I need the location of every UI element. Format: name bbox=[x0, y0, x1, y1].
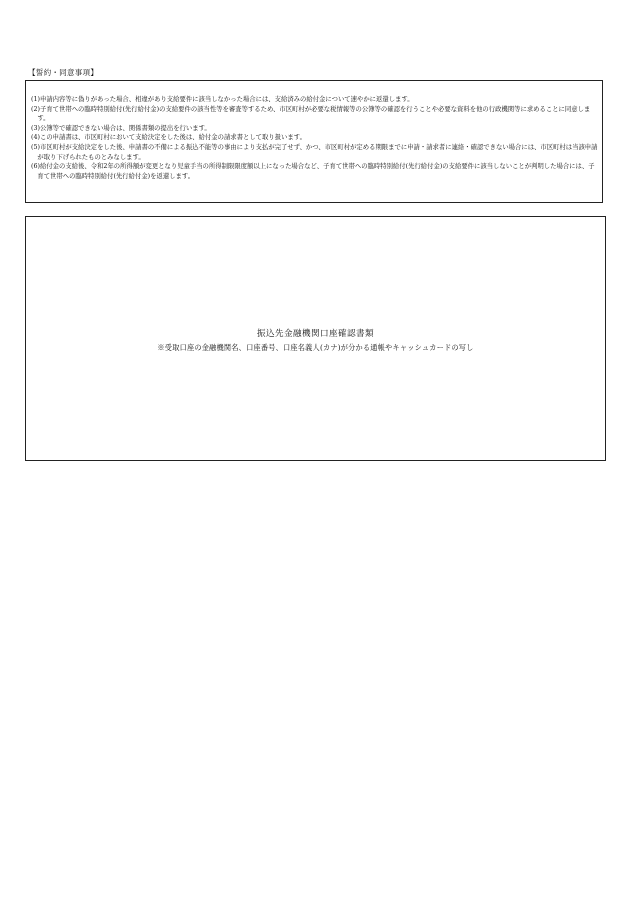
bank-document-attachment-area[interactable] bbox=[25, 216, 606, 461]
pledge-box bbox=[25, 80, 603, 203]
pledge-item-5: (5)市区町村が支給決定をした後、申請書の不備による振込不能等の事由により支払が完了せず、かつ、市区町村が定める期限までに申請・請求者に連絡・確認できない場合には、市区町村は当該申請が取り下げられたものとみなします。 bbox=[31, 143, 598, 161]
pledge-item-4: (4)この申請書は、市区町村において支給決定をした後は、給付金の請求書として取り扱います。 bbox=[31, 134, 306, 142]
pledge-item-6: (6)給付金の支給後、令和2年の所得額が変更となり児童手当の所得制限限度額以上になった場合など、子育て世帯への臨時特別給付(先行給付金)の支給要件に該当しないことが判明した場合には、子育て世帯への臨時特別給付(先行給付金)を返還します。 bbox=[31, 163, 595, 180]
bank-document-title: 振込先金融機関口座確認書類 bbox=[257, 329, 374, 339]
bank-document-note: ※受取口座の金融機関名、口座番号、口座名義人(カナ)が分かる通帳やキャッシュカードの写し bbox=[157, 343, 474, 352]
pledge-section-heading: 【誓約・同意事項】 bbox=[28, 68, 99, 77]
pledge-list bbox=[31, 95, 598, 181]
pledge-item-3: (3)公簿等で確認できない場合は、関係書類の提出を行います。 bbox=[31, 124, 211, 132]
pledge-item-1: (1)申請内容等に偽りがあった場合、相違があり支給要件に該当しなかった場合には、支給済みの給付金について速やかに返還します。 bbox=[31, 96, 414, 103]
pledge-item-2: (2)子育て世帯への臨時特別給付(先行給付金)の支給要件の該当性等を審査等するため、市区町村が必要な税情報等の公簿等の確認を行うことや必要な資料を他の行政機関等に求めることに同意します。 bbox=[31, 105, 591, 123]
